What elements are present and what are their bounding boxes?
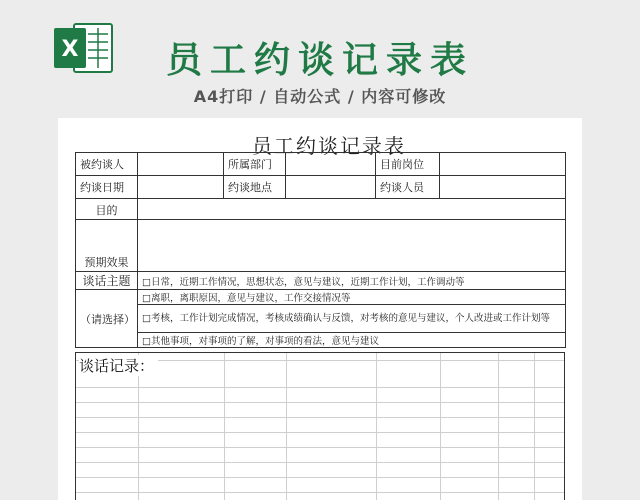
grid-line	[498, 353, 499, 500]
location-label: 约谈地点	[224, 176, 286, 199]
date-label: 约谈日期	[76, 176, 138, 199]
interview-form-table	[75, 152, 566, 348]
position-cell[interactable]	[440, 153, 566, 176]
records-label: 谈话记录：	[79, 355, 158, 376]
grid-line	[534, 353, 535, 500]
purpose-label: 目的	[76, 199, 138, 220]
topic-label: 谈话主题	[76, 272, 138, 290]
grid-line	[224, 353, 225, 500]
department-label: 所属部门	[224, 153, 286, 176]
topic-hint: （请选择）	[76, 290, 138, 348]
records-area[interactable]	[75, 352, 565, 500]
date-cell[interactable]	[138, 176, 224, 199]
banner-title: 员工约谈记录表	[165, 40, 474, 81]
department-cell[interactable]	[286, 153, 376, 176]
grid-line	[376, 353, 377, 500]
interviewee-cell[interactable]	[138, 153, 224, 176]
interviewee-label: 被约谈人	[76, 153, 138, 176]
interviewer-cell[interactable]	[440, 176, 566, 199]
banner-subtitle: A4打印 / 自动公式 / 内容可修改	[193, 87, 447, 106]
topic-option-assessment[interactable]: □考核，工作计划完成情况，考核成绩确认与反馈，对考核的意见与建议，个人改进或工作计划等	[138, 305, 566, 333]
expected-result-cell[interactable]	[138, 220, 566, 272]
topic-option-daily[interactable]: □日常，近期工作情况，思想状态，意见与建议，近期工作计划，工作调动等	[138, 272, 566, 290]
grid-line	[286, 353, 287, 500]
topic-option-resignation[interactable]: □离职，离职原因，意见与建议，工作交接情况等	[138, 290, 566, 305]
topic-option-other[interactable]: □其他事项，对事项的了解，对事项的看法，意见与建议	[138, 333, 566, 348]
form-title: 员工约谈记录表	[252, 134, 406, 158]
grid-line	[440, 353, 441, 500]
purpose-cell[interactable]	[138, 199, 566, 220]
document-sheet	[58, 118, 582, 500]
svg-text:X: X	[61, 37, 79, 62]
position-label: 目前岗位	[376, 153, 440, 176]
location-cell[interactable]	[286, 176, 376, 199]
expected-result-label: 预期效果	[76, 220, 138, 272]
interviewer-label: 约谈人员	[376, 176, 440, 199]
